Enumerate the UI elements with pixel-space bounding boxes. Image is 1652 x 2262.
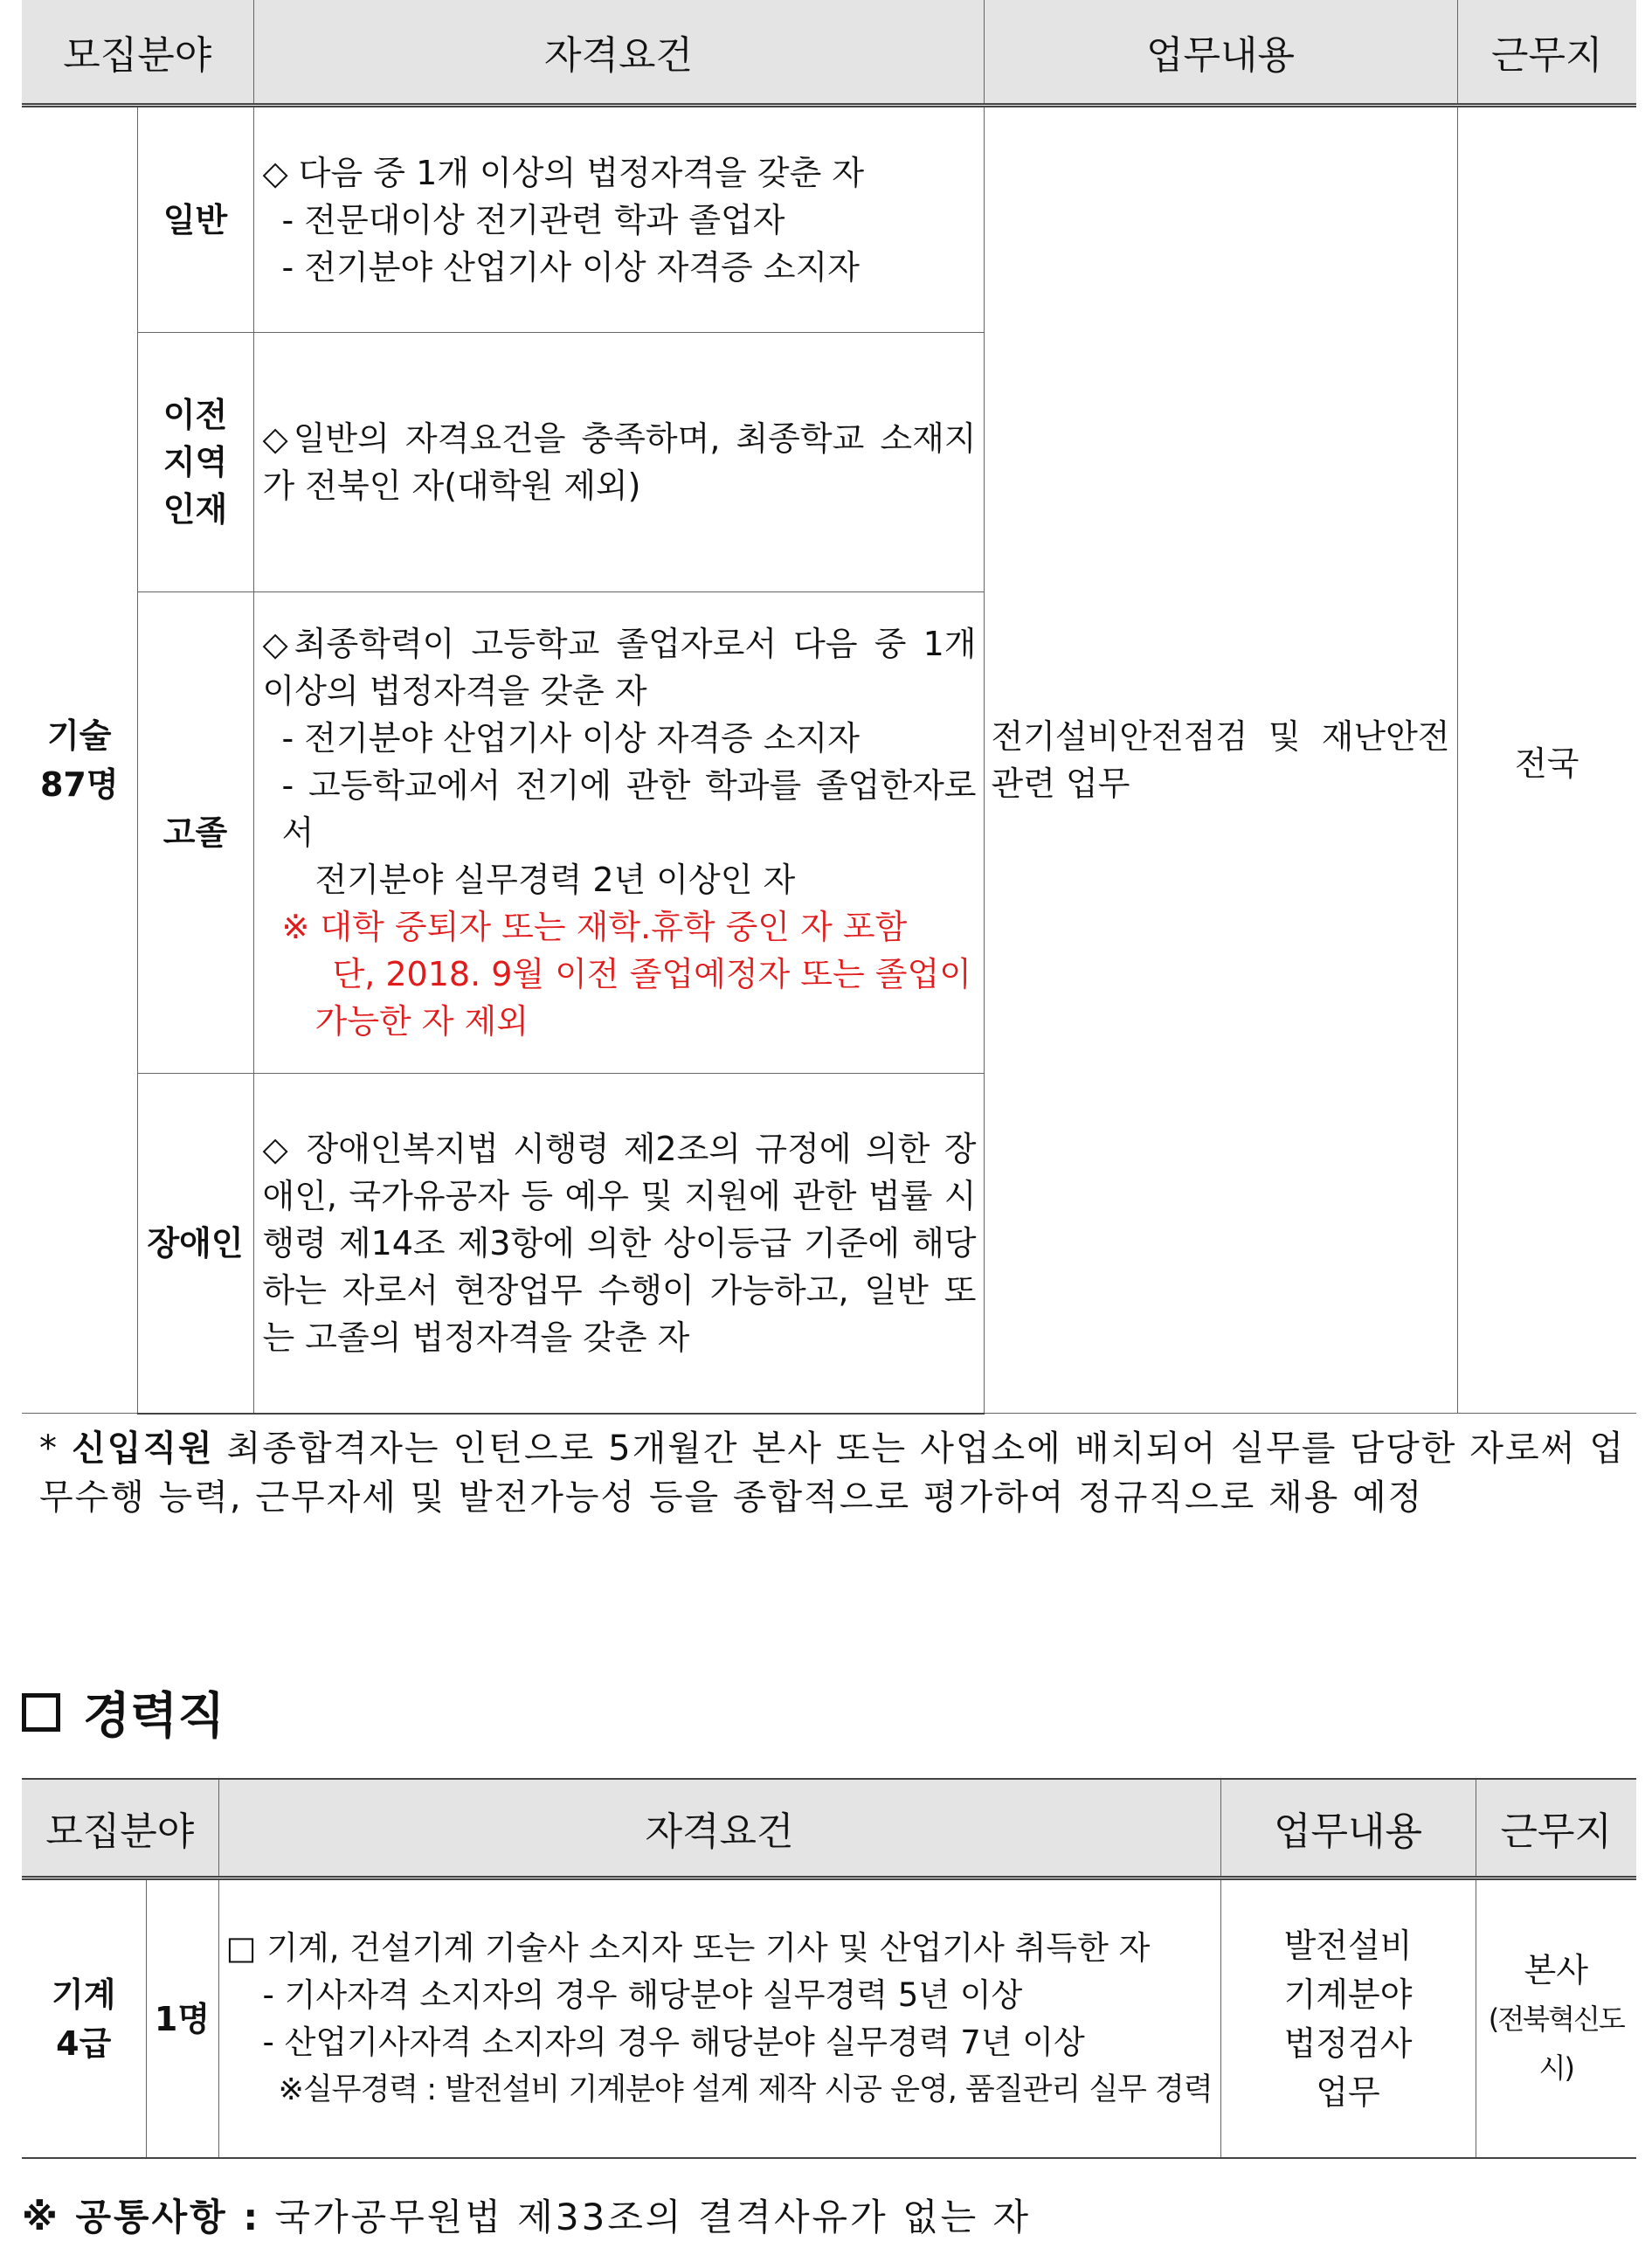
requirement-line: - 전기분야 산업기사 이상 자격증 소지자 — [281, 719, 860, 757]
duty-line: 발전설비 — [1283, 1926, 1413, 1965]
requirement-line: - 전기분야 산업기사 이상 자격증 소지자 — [281, 247, 860, 287]
header-location: 근무지 — [1476, 1779, 1636, 1878]
requirement-line: - 기사자격 소지자의 경우 해당분야 실무경력 5년 이상 — [262, 1975, 1023, 2014]
common-requirements — [22, 2189, 1031, 2241]
category-count: 1명 — [146, 1878, 218, 2159]
type-general: 일반 — [137, 106, 253, 333]
requirement-line: - 고등학교에서 전기에 관한 학과를 졸업한자로서 — [281, 766, 977, 852]
note-text: 최종합격자는 인턴으로 5개월간 본사 또는 사업소에 배치되어 실무를 담당한 자로써 업무수행 능력, 근무자세 및 발전가능성 등을 종합적으로 평가하여 정규직으로 채용 예정 — [39, 1428, 1626, 1518]
location-cell — [1476, 1878, 1636, 2159]
type-line: 이전 — [162, 396, 228, 434]
requirement-line: 전기분야 실무경력 2년 이상인 자 — [315, 861, 796, 899]
header-duties: 업무내용 — [984, 0, 1457, 106]
header-duties: 업무내용 — [1220, 1779, 1476, 1878]
header-location: 근무지 — [1457, 0, 1636, 106]
requirement-note-red: 단, 2018. 9월 이전 졸업예정자 또는 졸업이 — [332, 955, 971, 993]
duty-line: 법정검사 — [1283, 2023, 1413, 2063]
checkbox-square-icon — [22, 1693, 60, 1732]
requirement-line: □ 기계, 건설기계 기술사 소지자 또는 기사 및 산업기사 취득한 자 — [225, 1928, 1151, 1967]
table-header-row — [22, 1779, 1636, 1878]
requirements-general — [253, 106, 984, 333]
requirements-relocation — [253, 333, 984, 592]
location-sub: (전북혁신도시) — [1488, 2002, 1624, 2085]
duty-cell: 전기설비안전점검 및 재난안전 관련 업무 — [984, 106, 1457, 1414]
requirements-mechanical — [218, 1878, 1220, 2159]
requirement-note-red: 가능한 자 제외 — [315, 1002, 529, 1041]
table-row — [22, 1878, 1636, 2159]
common-label: ※ 공통사항 : — [22, 2196, 261, 2238]
recruitment-table-experienced — [22, 1778, 1636, 2159]
location-cell: 전국 — [1457, 106, 1636, 1414]
type-line: 지역 — [162, 443, 228, 481]
requirement-line: ◇ 다음 중 1개 이상의 법정자격을 갖춘 자 — [262, 153, 865, 192]
header-requirements: 자격요건 — [253, 0, 984, 106]
requirement-line: ◇최종학력이 고등학교 졸업자로서 다음 중 1개 이상의 법정자격을 갖춘 자 — [262, 625, 977, 710]
requirement-note-red: ※ 대학 중퇴자 또는 재학.휴학 중인 자 포함 — [281, 908, 908, 946]
recruitment-table-new — [22, 0, 1636, 1415]
category-line: 기계 — [52, 1975, 116, 2014]
duty-cell — [1220, 1878, 1476, 2159]
requirement-line: ◇ 장애인복지법 시행령 제2조의 규정에 의한 장애인, 국가유공자 등 예우 및 지원에 관한 법률 시행령 제14조 제3항에 의한 상이등급 기준에 해당하는 자로서 현장업무 수행이 가능하고, 일반 또는 고졸의 법정자격을 갖춘 자 — [262, 1129, 977, 1357]
table-row — [22, 106, 1636, 333]
header-field: 모집분야 — [22, 1779, 218, 1878]
duty-line: 업무 — [1316, 2072, 1380, 2112]
requirement-line: ※실무경력 : 발전설비 기계분야 설계 제작 시공 운영, 품질관리 실무 경력 — [278, 2072, 1213, 2107]
type-disabled: 장애인 — [137, 1074, 253, 1414]
requirement-line: ◇일반의 자격요건을 충족하며, 최종학교 소재지가 전북인 자(대학원 제외) — [262, 419, 977, 505]
table-header-row — [22, 0, 1636, 106]
type-line: 인재 — [162, 490, 228, 529]
requirement-line: - 산업기사자격 소지자의 경우 해당분야 실무경력 7년 이상 — [262, 2023, 1085, 2061]
common-text: 국가공무원법 제33조의 결격사유가 없는 자 — [260, 2196, 1032, 2238]
intern-note — [39, 1424, 1625, 1522]
section-title-text: 경력직 — [83, 1688, 225, 1745]
category-cell — [22, 1878, 146, 2159]
note-prefix: * — [39, 1428, 73, 1469]
category-count: 87명 — [39, 765, 119, 804]
section-title-experienced — [22, 1677, 225, 1747]
header-requirements: 자격요건 — [218, 1779, 1220, 1878]
category-name: 기술 — [47, 716, 112, 755]
type-highschool: 고졸 — [137, 592, 253, 1074]
requirements-disabled — [253, 1074, 984, 1414]
location-main: 본사 — [1524, 1950, 1588, 1989]
note-bold: 신입직원 — [72, 1428, 214, 1469]
requirement-line: - 전문대이상 전기관련 학과 졸업자 — [281, 200, 785, 239]
type-relocation-talent — [137, 333, 253, 592]
category-line: 4급 — [56, 2023, 112, 2063]
header-field: 모집분야 — [22, 0, 253, 106]
duty-line: 기계분야 — [1283, 1975, 1413, 2014]
requirements-highschool — [253, 592, 984, 1074]
category-cell — [22, 106, 137, 1414]
